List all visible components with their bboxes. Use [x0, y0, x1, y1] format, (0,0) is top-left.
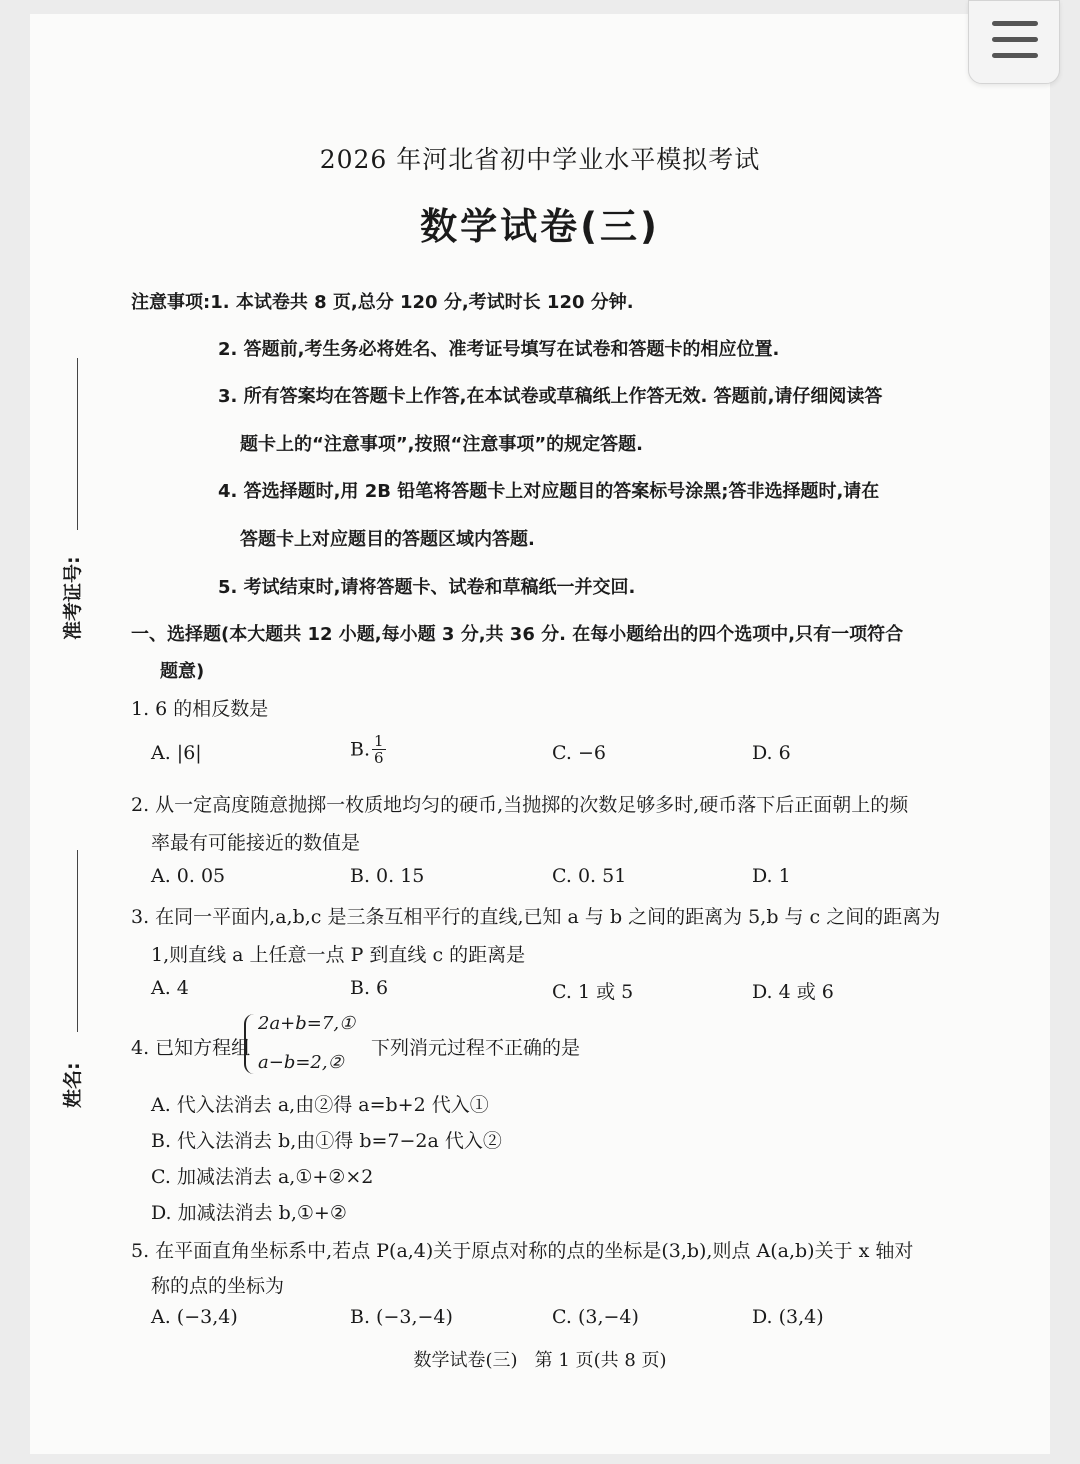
- question-3-stem: 3. 在同一平面内,a,b,c 是三条互相平行的直线,已知 a 与 b 之间的距离为 5,b 与 c 之间的距离为: [131, 906, 941, 928]
- question-2-option-b: B. 0. 15: [350, 865, 425, 887]
- question-4-option-a: A. 代入法消去 a,由②得 a=b+2 代入①: [151, 1094, 489, 1116]
- question-4-stem-suffix: 下列消元过程不正确的是: [371, 1037, 581, 1059]
- exam-title: 2026 年河北省初中学业水平模拟考试: [319, 145, 761, 174]
- notice-item-1: 注意事项:1. 本试卷共 8 页,总分 120 分,考试时长 120 分钟.: [131, 292, 634, 313]
- question-4-option-d: D. 加减法消去 b,①+②: [151, 1202, 347, 1224]
- fraction-numerator: 1: [374, 732, 384, 750]
- question-3-option-b: B. 6: [350, 977, 389, 999]
- question-4-stem-prefix: 4. 已知方程组: [131, 1037, 251, 1059]
- fraction: [372, 733, 386, 766]
- question-5-stem-cont: 称的点的坐标为: [151, 1275, 285, 1297]
- question-2-option-a: A. 0. 05: [151, 865, 226, 887]
- question-3-stem-cont: 1,则直线 a 上任意一点 P 到直线 c 的距离是: [151, 944, 526, 966]
- section-heading-cont: 题意): [160, 661, 205, 682]
- question-1-stem: 1. 6 的相反数是: [131, 698, 269, 720]
- equation-2: a−b=2,②: [258, 1052, 344, 1073]
- question-1-option-d: D. 6: [752, 742, 791, 764]
- question-5-stem: 5. 在平面直角坐标系中,若点 P(a,4)关于原点对称的点的坐标是(3,b),则点 A(a,b)关于 x 轴对: [131, 1240, 914, 1262]
- question-4-option-c: C. 加减法消去 a,①+②×2: [151, 1166, 374, 1188]
- paper-title: 数学试卷(三): [420, 205, 660, 248]
- equation-brace: [244, 1014, 256, 1074]
- question-4-option-b: B. 代入法消去 b,由①得 b=7−2a 代入②: [151, 1130, 502, 1152]
- page-footer: 数学试卷(三) 第 1 页(共 8 页): [413, 1350, 667, 1371]
- question-2-stem: 2. 从一定高度随意抛掷一枚质地均匀的硬币,当抛掷的次数足够多时,硬币落下后正面朝上的频: [131, 794, 909, 816]
- question-2-option-c: C. 0. 51: [552, 865, 627, 887]
- question-2-stem-cont: 率最有可能接近的数值是: [151, 832, 361, 854]
- exam-id-line: [77, 358, 78, 530]
- name-label: 姓名:: [62, 1062, 84, 1108]
- question-5-option-c: C. (3,−4): [552, 1306, 639, 1328]
- notice-item-4-cont: 答题卡上对应题目的答题区域内答题.: [240, 529, 535, 550]
- exam-id-label: 准考证号:: [62, 556, 84, 640]
- question-5-option-b: B. (−3,−4): [350, 1306, 453, 1328]
- question-1-option-c: C. −6: [552, 742, 606, 764]
- notice-item-2: 2. 答题前,考生务必将姓名、准考证号填写在试卷和答题卡的相应位置.: [218, 339, 780, 360]
- notice-item-3: 3. 所有答案均在答题卡上作答,在本试卷或草稿纸上作答无效. 答题前,请仔细阅读答: [218, 386, 883, 407]
- notice-item-5: 5. 考试结束时,请将答题卡、试卷和草稿纸一并交回.: [218, 577, 636, 598]
- question-1-option-b: [350, 733, 386, 766]
- question-5-option-d: D. (3,4): [752, 1306, 824, 1328]
- question-3-option-c: C. 1 或 5: [552, 981, 634, 1003]
- question-3-option-d: D. 4 或 6: [752, 981, 834, 1003]
- question-3-option-a: A. 4: [151, 977, 189, 999]
- name-line: [77, 850, 78, 1032]
- question-5-option-a: A. (−3,4): [151, 1306, 238, 1328]
- notice-item-4: 4. 答选择题时,用 2B 铅笔将答题卡上对应题目的答案标号涂黑;答非选择题时,请在: [218, 481, 880, 502]
- option-b-prefix: B.: [350, 738, 371, 761]
- equation-1: 2a+b=7,①: [258, 1013, 356, 1034]
- notice-item-3-cont: 题卡上的“注意事项”,按照“注意事项”的规定答题.: [240, 434, 643, 455]
- fraction-denominator: 6: [374, 749, 384, 767]
- question-2-option-d: D. 1: [752, 865, 791, 887]
- section-heading: 一、选择题(本大题共 12 小题,每小题 3 分,共 36 分. 在每小题给出的四个选项中,只有一项符合: [131, 624, 904, 645]
- menu-button[interactable]: [968, 0, 1060, 84]
- question-1-option-a: A. |6|: [151, 742, 202, 764]
